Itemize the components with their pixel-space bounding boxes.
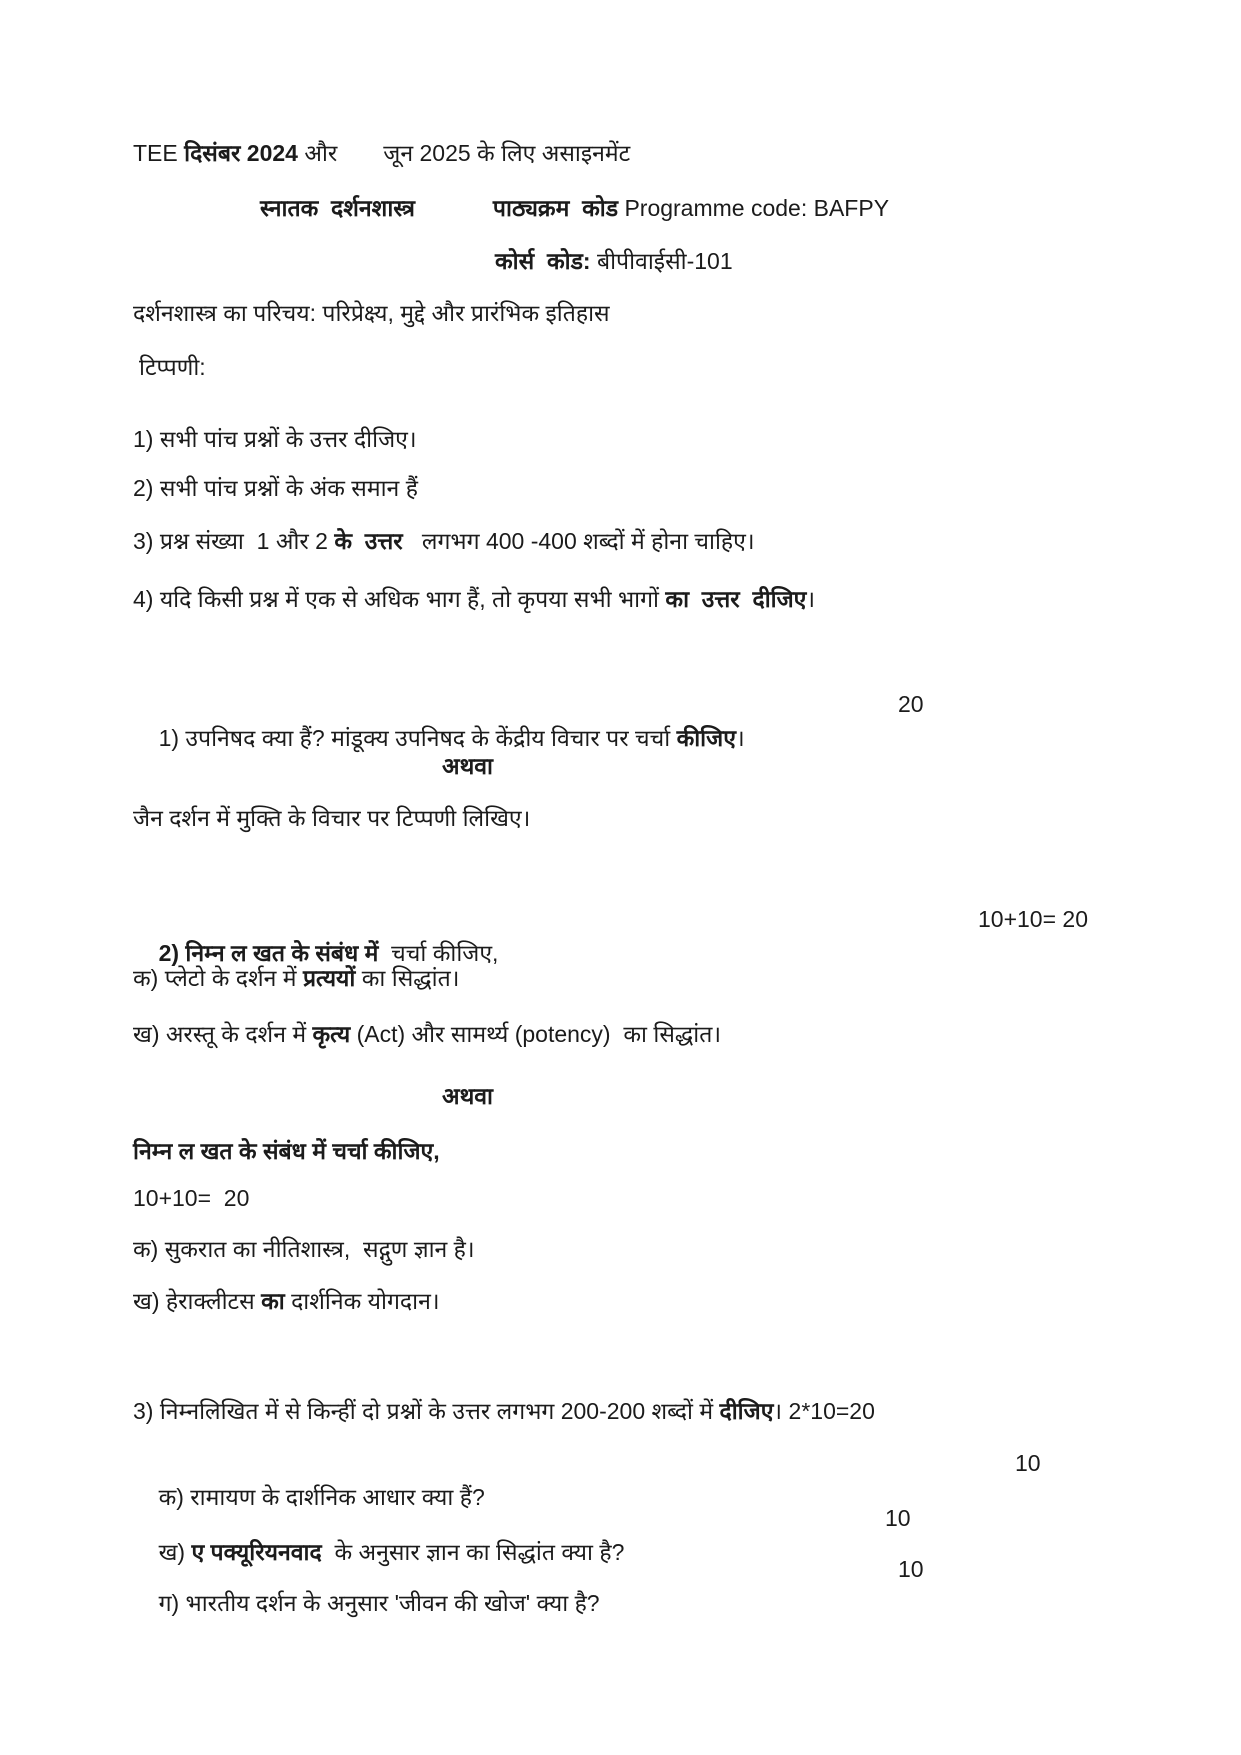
programme-line: स्नातक दर्शनशास्त्र पाठ्यक्रम कोड Programme code: BAFPY <box>260 195 890 221</box>
q3-part-c-text: ग) भारतीय दर्शन के अनुसार 'जीवन की खोज' क्या है? <box>158 1590 600 1616</box>
course-code-line: कोर्स कोड: बीपीवाईसी-101 <box>495 248 733 274</box>
question-1-marks: 20 <box>898 691 924 717</box>
question-1-text: 1) उपनिषद क्या हैं? मांडूक्य उपनिषद के केंद्रीय विचार पर चर्चा कीजिए। <box>158 725 745 751</box>
q3-part-b-marks: 10 <box>885 1505 911 1531</box>
q2-alt-marks: 10+10= 20 <box>133 1185 250 1211</box>
note-4: 4) यदि किसी प्रश्न में एक से अधिक भाग हैं, तो कृपया सभी भागों का उत्तर दीजिए। <box>133 586 816 612</box>
q3-part-a-text: क) रामायण के दार्शनिक आधार क्या हैं? <box>158 1484 485 1510</box>
note-1: 1) सभी पांच प्रश्नों के उत्तर दीजिए। <box>133 426 417 452</box>
note-3: 3) प्रश्न संख्या 1 और 2 के उत्तर लगभग 400 -400 शब्दों में होना चाहिए। <box>133 528 755 554</box>
q2-part-a: क) प्लेटो के दर्शन में प्रत्ययों का सिद्धांत। <box>133 965 460 991</box>
q2-alt-part-b: ख) हेराक्लीटस का दार्शनिक योगदान। <box>133 1288 440 1314</box>
q3-part-a-marks: 10 <box>1015 1450 1041 1476</box>
question-2-marks: 10+10= 20 <box>978 906 1089 932</box>
q2-alt-part-a: क) सुकरात का नीतिशास्त्र, सद्गुण ज्ञान है। <box>133 1236 475 1262</box>
or-divider-2: अथवा <box>442 1083 494 1109</box>
question-3: 3) निम्नलिखित में से किन्हीं दो प्रश्नों के उत्तर लगभग 200-200 शब्दों में दीजिए। 2*10=20 <box>133 1398 875 1424</box>
note-heading: टिप्पणी: <box>139 354 206 380</box>
exam-session-line: TEE दिसंबर 2024 और जून 2025 के लिए असाइनमेंट <box>133 140 631 166</box>
q3-part-c-marks: 10 <box>898 1556 924 1582</box>
q2-alt-heading: निम्न ल खत के संबंध में चर्चा कीजिए, <box>133 1138 440 1164</box>
q2-part-b: ख) अरस्तू के दर्शन में कृत्य (Act) और सामर्थ्य (potency) का सिद्धांत। <box>133 1021 722 1047</box>
q3-part-b-text: ख) ए पक्यूरियनवाद के अनुसार ज्ञान का सिद्धांत क्या है? <box>158 1539 625 1565</box>
or-divider-1: अथवा <box>442 753 494 779</box>
question-2-text: 2) निम्न ल खत के संबंध में चर्चा कीजिए, <box>158 940 499 966</box>
question-1-alt: जैन दर्शन में मुक्ति के विचार पर टिप्पणी लिखिए। <box>133 805 531 831</box>
note-2: 2) सभी पांच प्रश्नों के अंक समान हैं <box>133 475 418 501</box>
course-title-line: दर्शनशास्त्र का परिचय: परिप्रेक्ष्य, मुद्दे और प्रारंभिक इतिहास <box>133 300 610 326</box>
